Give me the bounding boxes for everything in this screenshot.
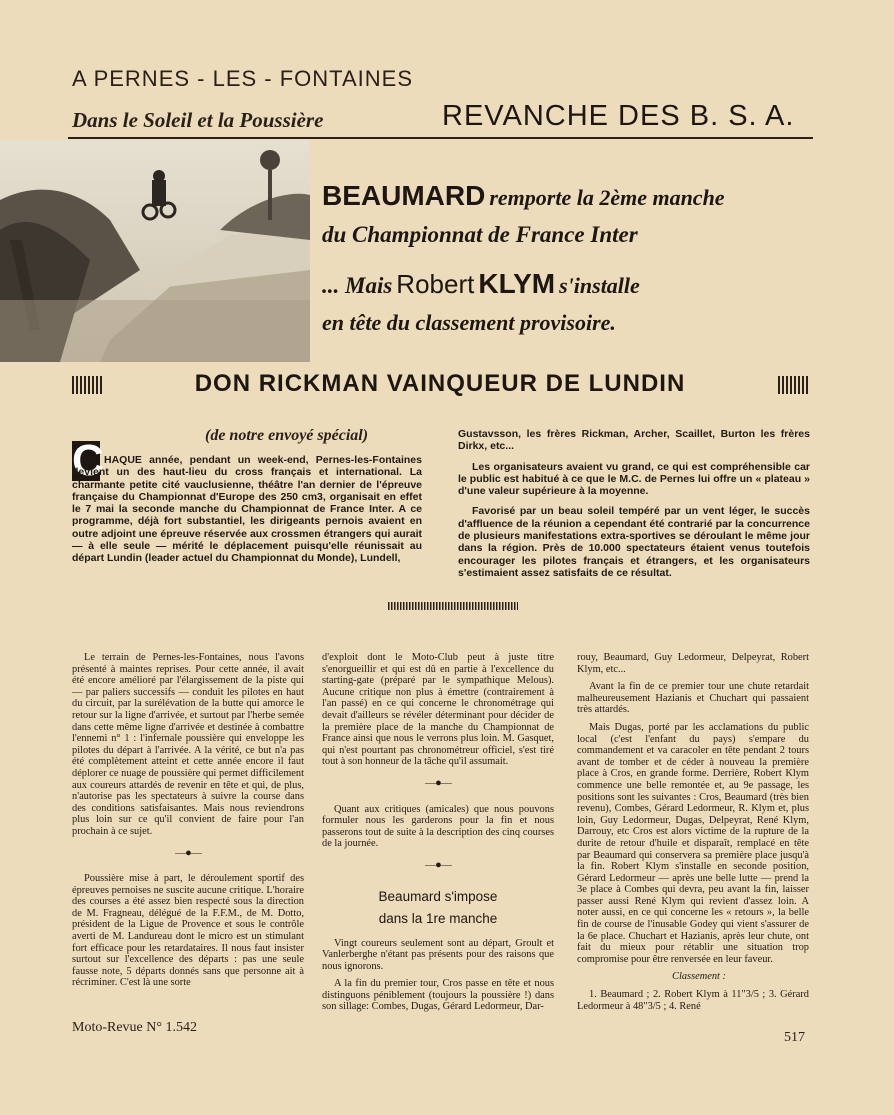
deck-line-4 <box>322 310 616 336</box>
section-divider <box>388 602 518 610</box>
deck-line-3-rest: s'installe <box>559 273 640 298</box>
col2-paragraph-4: A la fin du premier tour, Cros passe en tête et nous distinguons péniblement (toujours la poussière !) dans son sillage: Combes, Dugas, Gérard Ledormeur, Dar- <box>322 978 554 1013</box>
deck-line-3-name: Robert <box>396 269 475 299</box>
col2-paragraph-3: Vingt coureurs seulement sont au départ, Groult et Vanlerberghe n'étant pas présents pour des raisons que nous ignorons. <box>322 937 554 972</box>
intro-right-p3: Favorisé par un beau soleil tempéré par un vent léger, le succès d'affluence de la réunion a cependant été contrarié par la concurrence de plusieurs manifestations extra-sportives se déroulant le même jour dans la région. Près de 10.000 spectateurs étaient venus toutefois encourager les pilotes français et étrangers, et les organisateurs s'estimaient assez satisfaits de ce résultat. <box>458 505 810 579</box>
deck-line-3-bold: KLYM <box>478 268 556 299</box>
intro-paragraph: HAQUE année, pendant un week-end, Pernes-les-Fontaines devient un des haut-lieu du cross français et international. La charmante petite cité vauclusienne, théâtre l'an dernier de l'épreuve française du Championnat d'Europe des 250 cm3, organisait en effet le 7 mai la seconde manche du Championnat de France Inter. A ce programme, déjà fort substantiel, les dirigeants pernois avaient en outre adjoint une épreuve réservée aux crossmen étrangers qui aurait — à elle seule — mérité le déplacement puisqu'elle réunissait au départ Lundin (leader actuel du Championnat du Monde), Lundell, <box>72 454 422 565</box>
subkicker: Dans le Soleil et la Poussière <box>72 108 324 132</box>
subhead-line-1: Beaumard s'impose <box>378 888 498 904</box>
magazine-issue: Moto-Revue N° 1.542 <box>72 1020 197 1035</box>
banner-ornament-right <box>778 376 808 394</box>
col3-paragraph-3: Mais Dugas, porté par les acclamations du public local (c'est l'enfant du pays) s'empare du commandement et va caracoler en tête pendant 2 tours avant de tomber et de céder à nouveau la première place à Cros, en grande forme. Derrière, Robert Klym commence une belle remontée et, au 9e passage, les positions sont les suivantes : Cros, Beaumard (très bien revenu), Combes, Gérard Ledormeur, R. Klym et, plus loin, Guy Ledormeur, Dugas, Delpeyrat, René Klym, Darrouy, etc Cros est alors victime de la rupture de la durite de retour d'huile et disparaît, remplacé en tête par Beaumard qui conservera sa première place jusqu'à la fin. Robert Klym s'installe en seconde position, Gérard Ledormeur — après une belle lutte — prend la 3e place à Combes qui devra, peu avant la fin, laisser passer aussi René Klym qui revient d'assez loin. A noter aussi, en ce qui concerne les « retours », la belle fin de course de l'inusable Godey qui vient s'assurer de la 6e place. Chuchart et Hazianis, après leur chute, ont fait du mieux pour rétablir une situation trop compromise pour être renversée en leur faveur. <box>577 721 809 965</box>
byline: (de notre envoyé spécial) <box>205 427 369 444</box>
intro-right-p1: Gustavsson, les frères Rickman, Archer, Scaillet, Burton les frères Dirkx, etc... <box>458 428 810 453</box>
deck-winner: BEAUMARD <box>322 180 486 211</box>
header-rule <box>68 137 813 139</box>
deck-line-2 <box>322 222 638 248</box>
deck-line-1 <box>322 180 725 212</box>
col3-paragraph-1: rouy, Beaumard, Guy Ledormeur, Delpeyrat, Robert Klym, etc... <box>577 652 809 675</box>
classement-title: Classement : <box>672 971 726 983</box>
deck-line-3-pre: ... Mais <box>322 273 393 298</box>
subhead <box>322 886 554 930</box>
column-1 <box>72 652 304 995</box>
col1-paragraph-1: Le terrain de Pernes-les-Fontaines, nous l'avons présenté à maintes reprises. Pour cette année, il avait été encore amélioré par l'élargissement de la piste qui — par paliers successifs — conduit les pilotes en haut du circuit, par la surélévation de la butte qui amorce le retour sur la ligne d'arrivée, et surtout par l'herbe semée dans cette même ligne d'arrivée et destinée à combattre l'ennemi n° 1 : l'infernale poussière qui enveloppe les pilotes du départ à l'arrivée. A la vérité, ce but n'a pas été complètement atteint et cette année encore il faut déplorer ce nuage de poussière qui permet difficilement aux coureurs attardés de revenir en tête et qui, de plus, n'autorise pas les spectateurs à suivre la course dans des conditions satisfaisantes. Mais nous reviendrons plus loin sur ce qu'il convient de faire pour l'an prochain à ce sujet. <box>72 652 304 837</box>
col2-paragraph-1: d'exploit dont le Moto-Club peut à juste titre s'enorgueillir et qui est dû en partie à l'excellence du starting-gate (préparé par le sympathique Melous). Aucune critique non plus à émettre (contrairement à l'an passé) en ce qui concerne le chronométrage qui devait d'ailleurs se révéler déterminant pour décider de la première place de la manche du Championnat de France ainsi que nous le verrons plus loin. M. Gasquet, qui n'est pourtant pas chronométreur officiel, s'est tiré tout à son honneur de la tâche qu'il assumait. <box>322 652 554 768</box>
col3-paragraph-2: Avant la fin de ce premier tour une chute retardait malheureusement Hazianis et Chuchart qui passaient très attardés. <box>577 681 809 716</box>
race-photo <box>0 140 310 362</box>
col2-paragraph-2: Quant aux critiques (amicales) que nous pouvons formuler nous les garderons pour la fin et nous passerons tout de suite à la description des cinq courses de la journée. <box>322 803 554 850</box>
col2-separator-2: —●— <box>425 858 451 871</box>
drop-cap: C <box>72 436 104 485</box>
col2-separator-1: —●— <box>425 776 451 789</box>
headline: REVANCHE DES B. S. A. <box>442 100 795 132</box>
page-number: 517 <box>784 1030 805 1045</box>
section-banner: DON RICKMAN VAINQUEUR DE LUNDIN <box>194 370 686 397</box>
column-2 <box>322 652 554 1019</box>
deck-line-3 <box>322 268 640 300</box>
subhead-line-2: dans la 1re manche <box>378 910 498 926</box>
col1-paragraph-2: Poussière mise à part, le déroulement sportif des épreuves pernoises ne suscite aucune critique. L'horaire des courses a été assez bien respecté sous la direction de M. Fragneau, délégué de la F.F.M., de M. Dotto, président de la Ligue de Provence et sous le contrôle averti de M. Landureau dont le micro est un stimulant fort efficace pour les retardataires. Il nous faut insister surtout sur l'excellence des départs : pas une seule fausse note, 5 départs donnés sans que personne ait à récriminer. C'est là une sorte <box>72 873 304 989</box>
deck-line-2-text: du Championnat de France Inter <box>322 222 638 247</box>
classement-results: 1. Beaumard ; 2. Robert Klym à 11"3/5 ; 3. Gérard Ledormeur à 48"3/5 ; 4. René <box>577 989 809 1012</box>
intro-right-column <box>458 428 810 587</box>
deck-line-4-text: en tête du classement provisoire. <box>322 310 616 335</box>
column-3 <box>577 652 809 1018</box>
location-kicker: A PERNES - LES - FONTAINES <box>72 66 413 91</box>
col1-separator: —●— <box>175 846 201 859</box>
deck-line-1-rest: remporte la 2ème manche <box>489 185 725 210</box>
banner-ornament-left <box>72 376 102 394</box>
intro-right-p2: Les organisateurs avaient vu grand, ce qui est compréhensible car le public est habitué à ce que le M.C. de Pernes lui offre un « plateau » d'une valeur supérieure à la moyenne. <box>458 460 810 498</box>
